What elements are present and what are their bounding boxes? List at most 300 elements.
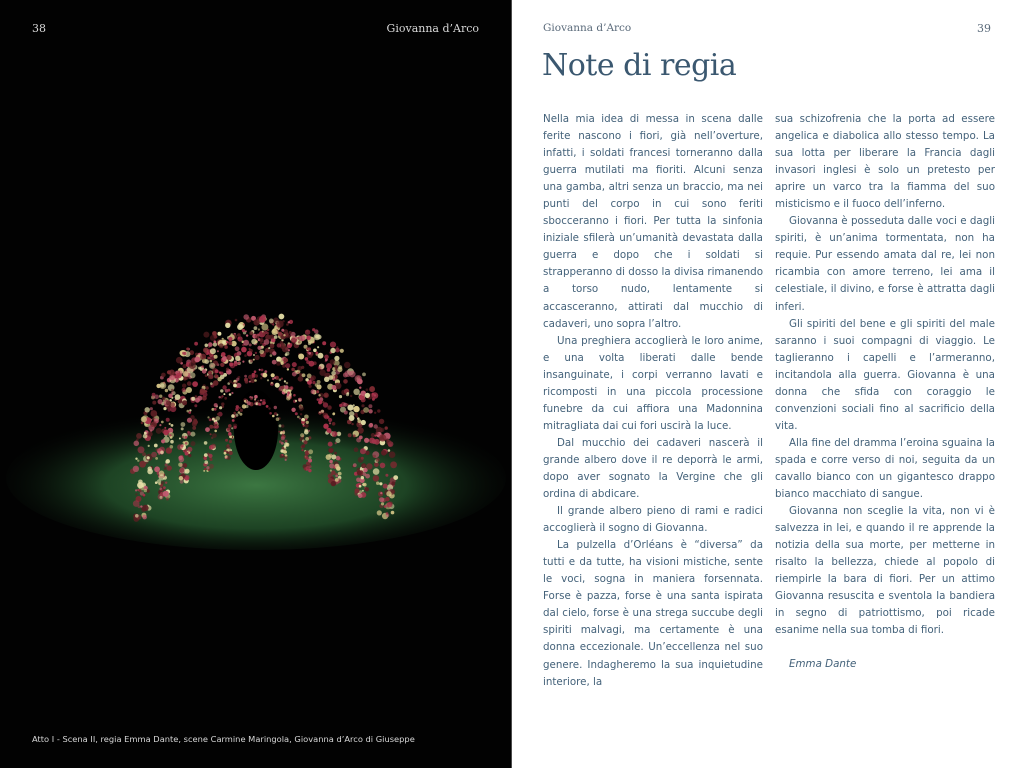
flower bbox=[242, 329, 245, 332]
flower bbox=[222, 338, 224, 340]
flower bbox=[165, 482, 167, 484]
flower bbox=[380, 492, 382, 494]
flower bbox=[138, 446, 145, 453]
flower bbox=[279, 314, 285, 320]
flower bbox=[351, 423, 353, 425]
flower bbox=[344, 362, 350, 368]
flower bbox=[306, 421, 309, 424]
flower bbox=[302, 373, 306, 377]
flower bbox=[210, 360, 213, 363]
flower bbox=[204, 457, 207, 460]
flower bbox=[258, 328, 260, 330]
flower bbox=[369, 423, 373, 427]
flower bbox=[168, 408, 171, 411]
flower bbox=[314, 334, 321, 341]
flower bbox=[161, 373, 166, 378]
flower bbox=[286, 382, 289, 385]
flower bbox=[359, 485, 362, 488]
flower bbox=[233, 384, 237, 388]
flower bbox=[219, 343, 224, 348]
flower bbox=[225, 439, 228, 442]
flower bbox=[147, 456, 150, 459]
flower bbox=[205, 427, 210, 432]
flower bbox=[271, 373, 275, 377]
flower bbox=[334, 365, 338, 369]
flower bbox=[350, 395, 352, 397]
flower bbox=[165, 460, 168, 463]
flower bbox=[178, 463, 182, 467]
flower bbox=[301, 449, 303, 451]
flower bbox=[220, 363, 224, 367]
flower bbox=[188, 454, 191, 457]
flower bbox=[274, 406, 277, 409]
flower bbox=[156, 384, 160, 388]
flower bbox=[317, 346, 319, 348]
flower bbox=[307, 351, 310, 354]
flower bbox=[308, 430, 310, 432]
flower bbox=[253, 354, 255, 356]
flower bbox=[190, 432, 195, 437]
flower bbox=[271, 382, 273, 384]
flower bbox=[335, 478, 339, 482]
flower bbox=[369, 438, 375, 444]
flower bbox=[329, 460, 333, 464]
flower bbox=[217, 332, 221, 336]
flower bbox=[377, 409, 380, 412]
flower bbox=[305, 357, 309, 361]
flower bbox=[254, 370, 257, 373]
page-number-left: 38 bbox=[32, 22, 46, 35]
flower bbox=[222, 341, 225, 344]
flower bbox=[228, 337, 232, 341]
flower bbox=[316, 384, 321, 389]
flower bbox=[248, 375, 253, 380]
flower bbox=[198, 367, 201, 370]
flower bbox=[301, 421, 304, 424]
flower bbox=[179, 476, 183, 480]
flower bbox=[373, 475, 379, 481]
flower bbox=[285, 440, 288, 443]
flower bbox=[374, 439, 380, 445]
flower bbox=[272, 378, 274, 380]
flower bbox=[312, 381, 315, 384]
flower bbox=[309, 361, 315, 367]
flower bbox=[171, 424, 174, 427]
flower bbox=[343, 379, 348, 384]
flower bbox=[144, 432, 147, 435]
running-title-left: Giovanna d’Arco bbox=[386, 22, 479, 35]
flower bbox=[151, 452, 157, 458]
flower bbox=[169, 434, 171, 436]
stage-photo-flower-arch bbox=[0, 240, 512, 580]
flower bbox=[309, 385, 312, 388]
flower bbox=[217, 413, 220, 416]
flower bbox=[165, 463, 168, 466]
flower bbox=[391, 490, 394, 493]
flower bbox=[194, 342, 198, 346]
flower bbox=[363, 407, 369, 413]
flower bbox=[226, 368, 229, 371]
flower bbox=[205, 386, 208, 389]
flower bbox=[292, 362, 297, 367]
flower bbox=[159, 424, 161, 426]
flower bbox=[227, 427, 230, 430]
flower bbox=[359, 490, 362, 493]
flower bbox=[281, 329, 284, 332]
flower bbox=[266, 405, 269, 408]
flower bbox=[371, 433, 375, 437]
flower bbox=[217, 377, 221, 381]
flower bbox=[323, 393, 328, 398]
flower bbox=[141, 416, 147, 422]
flower bbox=[272, 415, 275, 418]
flower bbox=[331, 481, 336, 486]
flower bbox=[229, 393, 231, 395]
flower bbox=[225, 455, 228, 458]
flower bbox=[150, 410, 157, 417]
flower bbox=[377, 510, 382, 515]
flower bbox=[279, 379, 282, 382]
flower bbox=[354, 447, 359, 452]
flower bbox=[339, 395, 342, 398]
flower bbox=[257, 346, 261, 350]
flower bbox=[145, 407, 150, 412]
flower bbox=[300, 433, 304, 437]
flower bbox=[260, 338, 264, 342]
flower bbox=[306, 330, 308, 332]
flower bbox=[340, 349, 344, 353]
flower bbox=[194, 404, 197, 407]
flower bbox=[227, 389, 230, 392]
flower bbox=[170, 406, 176, 412]
flower bbox=[231, 392, 233, 394]
flower bbox=[378, 491, 383, 496]
flower bbox=[135, 493, 138, 496]
flower bbox=[300, 413, 302, 415]
flower bbox=[235, 319, 238, 322]
flower bbox=[229, 380, 232, 383]
flower bbox=[175, 394, 181, 400]
flower bbox=[144, 489, 148, 493]
flower bbox=[169, 423, 171, 425]
flower bbox=[185, 452, 189, 456]
flower bbox=[336, 456, 341, 461]
flower bbox=[281, 378, 283, 380]
flower bbox=[318, 353, 324, 359]
flower bbox=[142, 515, 147, 520]
flower bbox=[205, 374, 208, 377]
flower bbox=[269, 335, 274, 340]
flower bbox=[319, 370, 325, 376]
flower bbox=[270, 344, 275, 349]
flower bbox=[212, 418, 215, 421]
flower bbox=[204, 460, 208, 464]
flower bbox=[298, 341, 301, 344]
flower bbox=[202, 396, 207, 401]
flower bbox=[361, 400, 364, 403]
flower bbox=[384, 505, 387, 508]
flower bbox=[317, 380, 321, 384]
flower bbox=[316, 390, 319, 393]
paragraph: Una preghiera accoglierà le loro anime, e una volta liberati dalle bende insanguinate, i corpi verranno lavati e ricomposti in una piccola processione funebre da cui affiora una Madonnina mitragliata dai cui fori uscirà la luce. bbox=[543, 334, 763, 432]
flower bbox=[363, 483, 367, 487]
flower bbox=[240, 409, 243, 412]
flower bbox=[152, 401, 156, 405]
flower bbox=[330, 342, 336, 348]
flower bbox=[160, 496, 163, 499]
flower bbox=[167, 370, 171, 374]
flower bbox=[272, 324, 274, 326]
flower bbox=[289, 331, 292, 334]
flower bbox=[249, 349, 253, 353]
flower bbox=[386, 512, 389, 515]
flower bbox=[139, 461, 146, 468]
flower bbox=[158, 399, 163, 404]
flower bbox=[338, 472, 342, 476]
flower bbox=[282, 346, 288, 352]
flower bbox=[385, 474, 388, 477]
paragraph: Alla fine del dramma l’eroina sguaina la spada e corre verso di noi, seguita da un cavallo bianco con un gigantesco drappo bianco macchiato di sangue. bbox=[775, 436, 995, 501]
running-title-right: Giovanna d’Arco bbox=[543, 22, 632, 34]
flower bbox=[262, 401, 266, 405]
paragraph: Il grande albero pieno di rami e radici accoglierà il sogno di Giovanna. bbox=[543, 505, 763, 535]
flower bbox=[227, 444, 230, 447]
flower bbox=[245, 405, 248, 408]
flower bbox=[291, 408, 295, 412]
flower bbox=[386, 502, 391, 507]
flower bbox=[150, 430, 152, 432]
flower bbox=[137, 460, 139, 462]
flower bbox=[204, 441, 208, 445]
flower bbox=[254, 326, 258, 330]
flower bbox=[321, 410, 324, 413]
flower bbox=[249, 331, 253, 335]
flower bbox=[344, 411, 348, 415]
flower bbox=[322, 341, 326, 345]
flower bbox=[171, 389, 174, 392]
flower bbox=[368, 404, 372, 408]
flower bbox=[264, 339, 270, 345]
flower bbox=[209, 425, 213, 429]
flower bbox=[391, 511, 395, 515]
flower bbox=[235, 346, 240, 351]
flower bbox=[357, 471, 362, 476]
flower bbox=[381, 502, 384, 505]
paragraph: Gli spiriti del bene e gli spiriti del male saranno i suoi compagni di viaggio. Le taglieranno i capelli e l’armeranno, incitandola alla guerra. Giovanna è una donna che sfida con coraggio le convenzioni sociali fino al sacrificio della vita. bbox=[775, 317, 995, 432]
flower bbox=[289, 394, 292, 397]
flower bbox=[209, 363, 215, 369]
flower bbox=[379, 434, 386, 441]
flower bbox=[335, 348, 340, 353]
flower bbox=[246, 334, 248, 336]
flower bbox=[134, 441, 140, 447]
flower bbox=[191, 441, 196, 446]
flower bbox=[142, 452, 146, 456]
flower bbox=[278, 431, 280, 433]
flower bbox=[244, 400, 246, 402]
flower bbox=[307, 336, 311, 340]
flower bbox=[332, 413, 335, 416]
flower bbox=[357, 419, 361, 423]
flower bbox=[182, 400, 187, 405]
flower bbox=[234, 362, 238, 366]
flower bbox=[298, 376, 304, 382]
flower bbox=[379, 497, 384, 502]
flower bbox=[361, 476, 364, 479]
flower bbox=[328, 418, 332, 422]
flower bbox=[223, 373, 227, 377]
flower bbox=[249, 381, 251, 383]
flower bbox=[317, 398, 320, 401]
flower bbox=[239, 413, 242, 416]
flower bbox=[299, 405, 301, 407]
flower bbox=[148, 431, 153, 436]
flower bbox=[309, 456, 312, 459]
flower bbox=[229, 362, 233, 366]
flower bbox=[355, 488, 360, 493]
flower bbox=[324, 377, 329, 382]
flower bbox=[390, 461, 397, 468]
flower bbox=[267, 379, 269, 381]
flower bbox=[381, 450, 387, 456]
flower bbox=[287, 391, 290, 394]
flower bbox=[285, 459, 287, 461]
photo-caption: Atto I - Scena II, regia Emma Dante, scene Carmine Maringola, Giovanna d’Arco di Giuseppe bbox=[32, 734, 415, 744]
flower bbox=[259, 350, 264, 355]
flower bbox=[326, 428, 331, 433]
flower bbox=[241, 347, 247, 353]
flower bbox=[332, 431, 338, 437]
flower bbox=[185, 442, 187, 444]
flower bbox=[137, 489, 139, 491]
flower bbox=[191, 397, 195, 401]
paragraph-continuation: sua schizofrenia che la porta ad essere angelica e diabolica allo stesso tempo. La sua lotta per liberare la Francia dagli invasori inglesi è solo un pretesto per aprire un varco tra la fiamma del suo misticismo e il fuoco dell’inferno. bbox=[775, 113, 995, 211]
flower bbox=[251, 396, 253, 398]
flower bbox=[176, 373, 182, 379]
flower bbox=[204, 453, 208, 457]
flower bbox=[284, 445, 287, 448]
flower bbox=[163, 486, 166, 489]
flower bbox=[154, 466, 160, 472]
flower bbox=[150, 407, 153, 410]
flower bbox=[295, 400, 297, 402]
flower bbox=[260, 377, 262, 379]
flower bbox=[183, 377, 187, 381]
flower bbox=[284, 380, 286, 382]
right-page bbox=[512, 0, 1024, 768]
flower bbox=[238, 337, 240, 339]
flower bbox=[291, 368, 295, 372]
paragraph: La pulzella d’Orléans è “diversa” da tutti e da tutte, ha visioni mistiche, sente le voci, sogna in maniera forsennata. Forse è pazza, forse è una santa ispirata dal cielo, forse è una strega succube degli spiriti malvagi, ma certamente è una donna eccezionale. Un’eccellenza nel suo genere. Indagheremo la sua inquietudine interiore, la bbox=[543, 539, 763, 688]
flower bbox=[210, 335, 216, 341]
flower bbox=[308, 469, 311, 472]
flower bbox=[272, 339, 276, 343]
flower bbox=[219, 406, 222, 409]
flower bbox=[356, 478, 361, 483]
flower bbox=[237, 324, 243, 330]
flower bbox=[186, 387, 192, 393]
flower bbox=[165, 389, 168, 392]
flower bbox=[224, 345, 228, 349]
flower bbox=[374, 424, 378, 428]
page-number-right: 39 bbox=[977, 22, 991, 35]
flower bbox=[181, 422, 186, 427]
flower bbox=[208, 454, 212, 458]
paragraph: Giovanna è posseduta dalle voci e dagli spiriti, è un’anima tormentata, non ha requie. Pur essendo amata dal re, lei non ricambia con amore terreno, lei ama il celestiale, il divino, e forse è attratta dagli inferi. bbox=[775, 215, 995, 313]
flower bbox=[281, 436, 285, 440]
flower bbox=[291, 336, 297, 342]
flower bbox=[158, 483, 161, 486]
page-heading: Note di regia bbox=[542, 48, 737, 83]
flower bbox=[308, 449, 313, 454]
flower bbox=[349, 371, 356, 378]
flower bbox=[283, 334, 285, 336]
flower bbox=[361, 463, 366, 468]
flower bbox=[365, 487, 369, 491]
flower bbox=[373, 468, 380, 475]
flower bbox=[209, 445, 214, 450]
flower bbox=[272, 329, 278, 335]
flower bbox=[161, 489, 163, 491]
flower bbox=[330, 359, 335, 364]
flower bbox=[167, 465, 172, 470]
flower bbox=[357, 379, 363, 385]
flower bbox=[368, 409, 372, 413]
flower bbox=[208, 374, 214, 380]
flower bbox=[218, 396, 220, 398]
flower bbox=[262, 331, 264, 333]
flower bbox=[158, 453, 160, 455]
flower bbox=[268, 347, 270, 349]
flower bbox=[219, 371, 221, 373]
flower bbox=[226, 355, 231, 360]
flower bbox=[176, 357, 183, 364]
flower bbox=[245, 330, 247, 332]
flower bbox=[215, 373, 217, 375]
flower bbox=[217, 350, 219, 352]
flower bbox=[177, 444, 183, 450]
flower bbox=[386, 491, 391, 496]
flower bbox=[292, 372, 297, 377]
flower bbox=[276, 417, 280, 421]
flower bbox=[330, 348, 335, 353]
flower bbox=[329, 422, 331, 424]
flower bbox=[255, 352, 257, 354]
flower bbox=[209, 458, 212, 461]
flower bbox=[386, 440, 391, 445]
flower bbox=[335, 475, 338, 478]
flower bbox=[181, 427, 184, 430]
flower bbox=[195, 398, 200, 403]
flower bbox=[274, 412, 277, 415]
flower bbox=[214, 408, 217, 411]
flower bbox=[159, 395, 162, 398]
flower bbox=[209, 464, 214, 469]
flower bbox=[233, 426, 236, 429]
flower bbox=[212, 433, 217, 438]
flower bbox=[288, 387, 291, 390]
flower bbox=[183, 371, 189, 377]
flower bbox=[301, 366, 304, 369]
flower bbox=[376, 482, 379, 485]
flower bbox=[311, 375, 316, 380]
flower bbox=[214, 403, 218, 407]
flower bbox=[313, 349, 317, 353]
paragraph: Giovanna non sceglie la vita, non vi è salvezza in lei, e quando il re apprende la notizia della sua morte, per metterne in risalto la bellezza, chiede al popolo di riempirle la bara di fiori. Per un attimo Giovanna resuscita e sventola la bandiera in segno di patriottismo, poi ricade esanime nella sua tomba di fiori. bbox=[775, 505, 995, 637]
flower bbox=[164, 467, 167, 470]
flower bbox=[347, 405, 353, 411]
flower bbox=[244, 378, 248, 382]
